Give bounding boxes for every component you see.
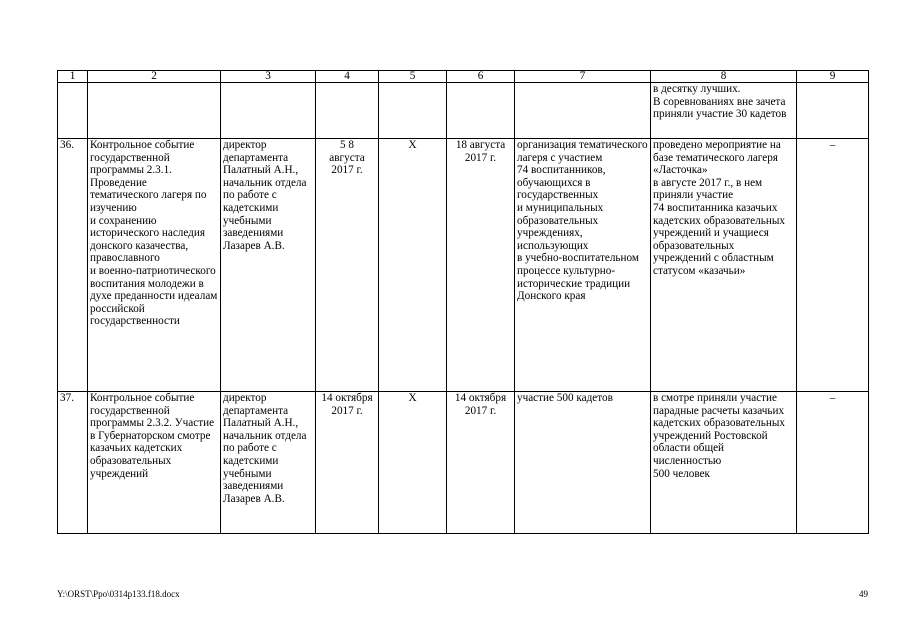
table-row-37: [58, 392, 869, 534]
table-header-row: [58, 71, 869, 83]
table-row-continuation: [58, 83, 869, 139]
actual-date-cell: 18 августа 2017 г.: [447, 139, 515, 392]
responsible-cell: [221, 83, 316, 139]
column-5-cell: Х: [379, 139, 447, 392]
column-number-1: 1: [58, 71, 88, 83]
notes-cell: –: [797, 139, 869, 392]
actual-result-cell: в смотре приняли участие парадные расчеты казачьих кадетских образовательных учреждений Ростовской области общей численностью 500 человек: [651, 392, 797, 534]
expected-result-cell: участие 500 кадетов: [515, 392, 651, 534]
responsible-cell: директор департамента Палатный А.Н., начальник отдела по работе с кадетскими учебными заведениями Лазарев А.В.: [221, 139, 316, 392]
actual-date-cell: 14 октября 2017 г.: [447, 392, 515, 534]
planned-date-cell: [316, 83, 379, 139]
notes-cell: [797, 83, 869, 139]
planned-date-cell: 14 октября 2017 г.: [316, 392, 379, 534]
column-number-2: 2: [88, 71, 221, 83]
report-table: [57, 70, 869, 534]
column-number-8: 8: [651, 71, 797, 83]
notes-cell: –: [797, 392, 869, 534]
column-number-6: 6: [447, 71, 515, 83]
table-row-36: [58, 139, 869, 392]
footer-file-path: Y:\ORST\Ppo\0314p133.f18.docx: [57, 589, 180, 599]
actual-result-cell: в десятку лучших. В соревнованиях вне зачета приняли участие 30 кадетов: [651, 83, 797, 139]
event-name-cell: Контрольное событие государственной программы 2.3.2. Участие в Губернаторском смотре казачьих кадетских образовательных учреждений: [88, 392, 221, 534]
column-number-7: 7: [515, 71, 651, 83]
column-number-9: 9: [797, 71, 869, 83]
footer-page-number: 49: [859, 589, 868, 599]
column-number-3: 3: [221, 71, 316, 83]
actual-result-cell: проведено мероприятие на базе тематического лагеря «Ласточка» в августе 2017 г., в нем приняли участие 74 воспитанника казачьих кадетских образовательных учреждений и учащиеся образовательных учреждений с областным статусом «казачьи»: [651, 139, 797, 392]
actual-date-cell: [447, 83, 515, 139]
event-name-cell: Контрольное событие государственной программы 2.3.1. Проведение тематического лагеря по изучению и сохранению исторического наследия донского казачества, православного и военно-патриотического воспитания молодежи в духе преданности идеалам российской государственности: [88, 139, 221, 392]
row-number-cell: 37.: [58, 392, 88, 534]
column-number-5: 5: [379, 71, 447, 83]
column-5-cell: Х: [379, 392, 447, 534]
row-number-cell: [58, 83, 88, 139]
column-5-cell: [379, 83, 447, 139]
expected-result-cell: организация тематического лагеря с участием 74 воспитанников, обучающихся в государственных и муниципальных образовательных учреждениях, использующих в учебно-воспитательном процессе культурно-исторические традиции Донского края: [515, 139, 651, 392]
event-name-cell: [88, 83, 221, 139]
row-number-cell: 36.: [58, 139, 88, 392]
column-number-4: 4: [316, 71, 379, 83]
responsible-cell: директор департамента Палатный А.Н., начальник отдела по работе с кадетскими учебными заведениями Лазарев А.В.: [221, 392, 316, 534]
planned-date-cell: 5 8 августа 2017 г.: [316, 139, 379, 392]
expected-result-cell: [515, 83, 651, 139]
